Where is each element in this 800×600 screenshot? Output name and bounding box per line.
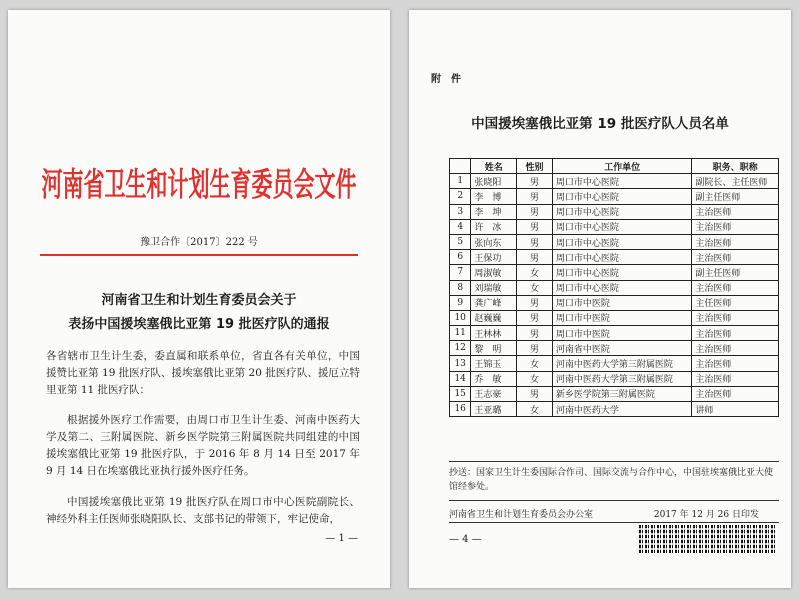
table-cell: 1 [450,174,471,189]
table-cell: 周口市中心医院 [552,280,692,295]
table-cell: 周口市中医院 [552,295,692,310]
table-cell: 男 [517,310,553,325]
table-cell: 河南中医药大学 [552,402,692,417]
table-cell: 王锦玉 [471,356,517,371]
table-cell: 刘瑞敏 [471,280,517,295]
table-row [450,341,779,356]
column-header: 工作单位 [552,159,692,174]
body-paragraph-1: 根据援外医疗工作需要，由周口市卫生计生委、河南中医药大学及第二、三附属医院、新乡医学院第三附属医院共同组建的中国援埃塞俄比亚第 19 批医疗队，于 2016 年 8 月 14 日至 2017 年 9 月 14 日在埃塞俄比亚执行援外医疗任务。 [46,414,360,477]
table-cell: 周口市中心医院 [552,219,692,234]
table-cell: 周口市中心医院 [552,189,692,204]
table-cell: 主治医师 [692,326,779,341]
table-cell: 女 [517,402,553,417]
document-number: 豫卫合作〔2017〕222 号 [140,237,258,248]
table-cell: 9 [450,295,471,310]
table-cell: 7 [450,265,471,280]
table-cell: 李 博 [471,189,517,204]
table-row [450,280,779,295]
column-header: 职务、职称 [692,159,779,174]
table-cell: 10 [450,310,471,325]
table-cell: 副主任医师 [692,189,779,204]
table-cell: 6 [450,250,471,265]
table-cell: 河南中医药大学第三附属医院 [552,356,692,371]
table-cell: 副主任医师 [692,265,779,280]
notice-title-line-2: 表扬中国援埃塞俄比亚第 19 批医疗队的通报 [68,317,330,332]
table-cell: 黎 明 [471,341,517,356]
table-cell: 女 [517,356,553,371]
red-divider [40,254,358,256]
table-row [450,174,779,189]
table-cell: 16 [450,402,471,417]
table-cell: 龚广峰 [471,295,517,310]
table-cell: 男 [517,341,553,356]
table-row [450,189,779,204]
table-row [450,326,779,341]
table-cell: 12 [450,341,471,356]
table-row [450,265,779,280]
table-cell: 4 [450,219,471,234]
table-cell: 男 [517,326,553,341]
table-row [450,356,779,371]
table-row [450,371,779,386]
issuing-office: 河南省卫生和计划生育委员会办公室 [449,510,594,520]
table-cell: 王保功 [471,250,517,265]
table-cell: 主治医师 [692,204,779,219]
page-number: — 4 — [449,534,482,545]
table-cell: 11 [450,326,471,341]
table-cell: 周口市中医院 [552,310,692,325]
table-cell: 主任医师 [692,295,779,310]
table-cell: 赵巍巍 [471,310,517,325]
column-header: 性别 [517,159,553,174]
table-row [450,234,779,249]
table-cell: 周口市中心医院 [552,234,692,249]
table-header-row [450,159,779,174]
table-cell: 主治医师 [692,219,779,234]
table-cell: 15 [450,386,471,401]
table-cell: 讲师 [692,402,779,417]
table-row [450,204,779,219]
table-row [450,250,779,265]
table-row [450,386,779,401]
table-cell: 13 [450,356,471,371]
table-cell: 男 [517,174,553,189]
table-cell: 女 [517,280,553,295]
table-cell: 王亚璐 [471,402,517,417]
red-header-title: 河南省卫生和计划生育委员会文件 [41,166,357,204]
table-cell: 男 [517,295,553,310]
table-cell: 主治医师 [692,310,779,325]
cc-line: 抄送：国家卫生计生委国际合作司、国际交流与合作中心，中国驻埃塞俄比亚大使馆经参处。 [449,468,774,492]
table-cell: 男 [517,189,553,204]
barcode-icon [639,525,777,553]
table-cell: 副院长、主任医师 [692,174,779,189]
table-cell: 许 冰 [471,219,517,234]
table-cell: 王林林 [471,326,517,341]
attachment-label: 附 件 [431,74,461,85]
table-cell: 河南省中医院 [552,341,692,356]
table-row [450,310,779,325]
table-cell: 河南中医药大学第三附属医院 [552,371,692,386]
table-cell: 乔 敏 [471,371,517,386]
column-header: 姓名 [471,159,517,174]
table-cell: 周口市中心医院 [552,174,692,189]
document-page-right [409,10,791,588]
notice-title-line-1: 河南省卫生和计划生育委员会关于 [101,293,297,308]
table-cell: 女 [517,371,553,386]
table-cell: 男 [517,234,553,249]
table-cell: 主治医师 [692,371,779,386]
table-cell: 主治医师 [692,250,779,265]
page-number: — 1 — [325,533,358,544]
table-cell: 2 [450,189,471,204]
footer-rule [449,522,779,523]
table-cell: 女 [517,265,553,280]
cc-top-rule [449,461,779,462]
table-cell: 主治医师 [692,356,779,371]
table-cell: 主治医师 [692,386,779,401]
table-cell: 李 坤 [471,204,517,219]
issue-date: 2017 年 12 月 26 日印发 [653,510,759,520]
table-cell: 周淑敏 [471,265,517,280]
column-header [450,159,471,174]
table-cell: 14 [450,371,471,386]
table-cell: 新乡医学院第三附属医院 [552,386,692,401]
table-cell: 3 [450,204,471,219]
table-row [450,295,779,310]
body-paragraph-2: 中国援埃塞俄比亚第 19 批医疗队在周口市中心医院副院长、神经外科主任医师张晓阳队长、支部书记的带领下，牢记使命， [46,496,360,525]
table-cell: 男 [517,386,553,401]
cc-bottom-rule [449,500,779,501]
table-cell: 男 [517,219,553,234]
table-row [450,219,779,234]
table-cell: 主治医师 [692,234,779,249]
table-cell: 5 [450,234,471,249]
table-cell: 王志豪 [471,386,517,401]
table-cell: 张向东 [471,234,517,249]
table-cell: 周口市中心医院 [552,265,692,280]
document-page-left [8,10,390,588]
roster-title: 中国援埃塞俄比亚第 19 批医疗队人员名单 [471,116,729,132]
table-cell: 男 [517,204,553,219]
table-cell: 男 [517,250,553,265]
table-cell: 8 [450,280,471,295]
table-row [450,402,779,417]
table-cell: 张晓阳 [471,174,517,189]
table-cell: 周口市中心医院 [552,204,692,219]
table-cell: 周口市中医院 [552,326,692,341]
roster-table [449,158,779,417]
table-cell: 主治医师 [692,341,779,356]
table-cell: 主治医师 [692,280,779,295]
addressee-paragraph: 各省辖市卫生计生委，委直属和联系单位，省直各有关单位，中国援赞比亚第 19 批医疗队、援埃塞俄比亚第 20 批医疗队、援厄立特里亚第 11 批医疗队： [46,350,360,396]
table-cell: 周口市中心医院 [552,250,692,265]
